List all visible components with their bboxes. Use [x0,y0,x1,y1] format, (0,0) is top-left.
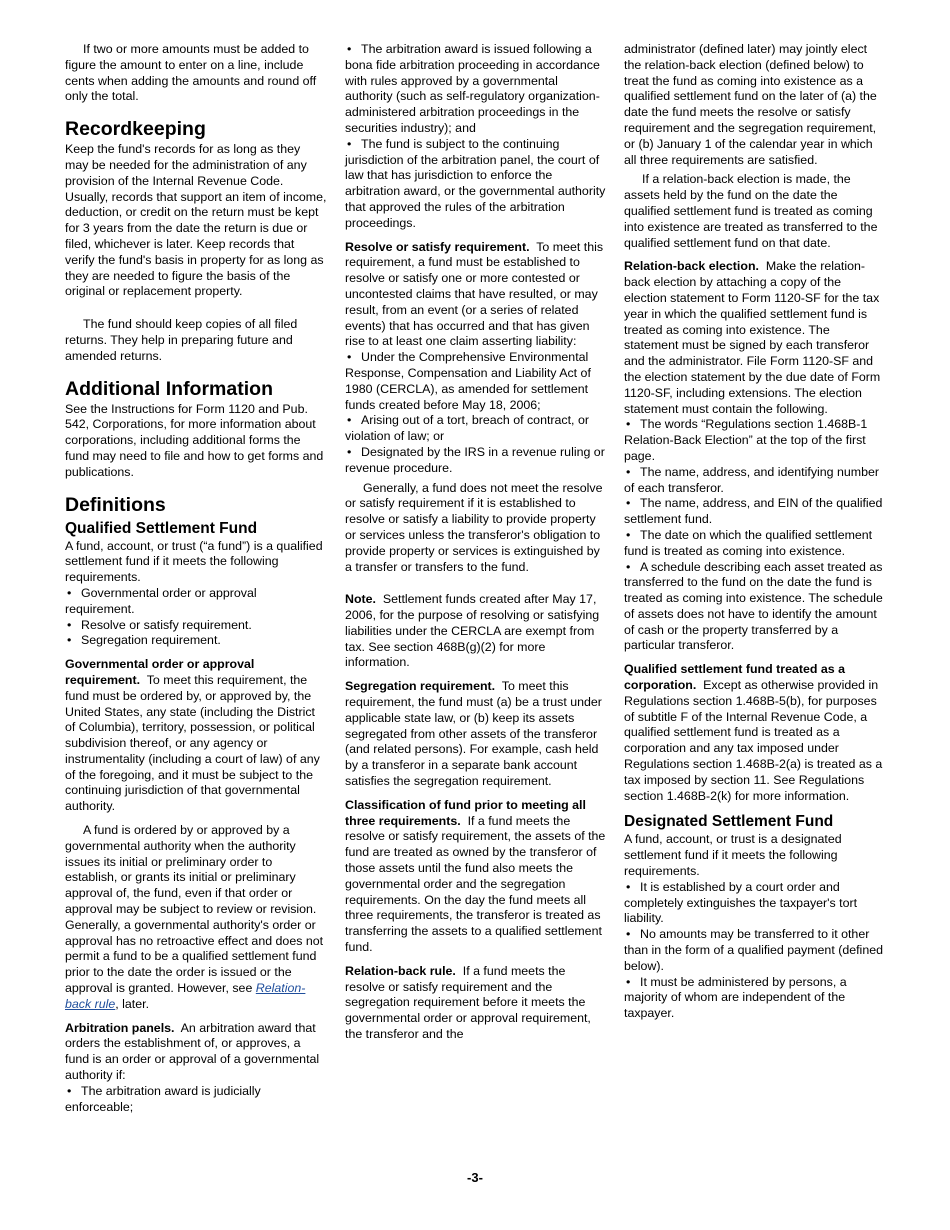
paragraph-qsf-intro: A fund, account, or trust (“a fund”) is a qualified settlement fund if it meets the following requirements. [65,538,323,585]
list-item: • The arbitration award is judicially enforceable; [65,1083,261,1114]
list-item: • Resolve or satisfy requirement. [67,617,252,632]
paragraph-resolve-satisfy: Resolve or satisfy requirement. To meet this requirement, a fund must be established to resolve or satisfy one or more contested or uncontested claims that have resulted, or may result, from an event (or a series of related events) that has occurred and that has given rise to at least one claim asserting liability: [345,239,604,349]
bullet-icon: • [67,617,72,632]
bullet-icon: • [347,42,352,56]
page-number: -3- [467,1170,483,1185]
requirements-list [65,586,327,649]
run-in-heading: Resolve or satisfy requirement. [345,239,530,254]
list-item: • Segregation requirement. [67,633,221,648]
list-item: • The arbitration award is issued following a bona fide arbitration proceeding in accordance with rules approved by a governmental authority (such as self-regulatory organization-administered arbitration proceedings in the securities industry); and [345,42,600,135]
bullet-icon: • [347,136,352,151]
bullet-icon: • [347,350,352,365]
bullet-icon: • [626,559,631,574]
bullet-icon: • [626,464,631,479]
list-item: • The name, address, and identifying number of each transferor. [624,464,880,495]
column-left [65,42,327,1115]
paragraph-classification: Classification of fund prior to meeting all three requirements. If a fund meets the resolve or satisfy requirement, the assets of the fund are treated as owned by the transferor of those assets until the fund also meets the governmental order and the segregation requirements. On the day the fund meets all three requirements, the transferor is treated as transferring the assets to a qualified settlement fund. [345,797,606,955]
election-statement-list [624,417,886,654]
bullet-icon: • [626,879,631,894]
paragraph-recordkeeping: Keep the fund's records for as long as they may be needed for the administration of any provision of the Internal Revenue Code. Usually, records that support an item of income, deduction, or credit on the return must be kept for 3 years from the date the return is due or filed, whichever is later. Keep records that verify the fund's basis in property for as long as they are needed to figure the basis of the original or replacement property. [65,142,327,299]
paragraph-arbitration-panels: Arbitration panels. An arbitration award that orders the establishment of, or approves, a fund is an order or approval of a governmental authority if: [65,1020,320,1083]
relation-back-rule-link[interactable]: Relation-back rule [65,981,306,1011]
bullet-icon: • [626,496,631,511]
heading-additional-information: Additional Information [65,377,273,400]
list-item: • The name, address, and EIN of the qualified settlement fund. [624,496,883,527]
list-item: • It must be administered by persons, a majority of whom are independent of the taxpayer. [624,974,847,1021]
paragraph-segregation: Segregation requirement. To meet this requirement, the fund must (a) be a trust under applicable state law, or (b) keep its assets segregated from other assets of the transferor (and related persons). For example, cash held by a transferor in a separate bank account satisfies the segregation requirement. [345,679,602,789]
arbitration-list [65,1084,327,1116]
column-middle [345,42,607,1043]
list-item: • It is established by a court order and completely extinguishes the taxpayer's tort liability. [624,879,858,926]
heading-qualified-settlement-fund: Qualified Settlement Fund [65,519,258,537]
bullet-icon: • [67,1083,72,1098]
list-item: • Arising out of a tort, breach of contract, or violation of law; or [345,413,589,444]
bullet-icon: • [626,974,631,989]
paragraph-dsf-intro: A fund, account, or trust is a designated settlement fund if it meets the following requirements. [624,832,842,879]
heading-definitions: Definitions [65,493,166,516]
list-item: • Under the Comprehensive Environmental Response, Compensation and Liability Act of 1980 (CERCLA), as amended for settlement funds created before May 18, 2006; [345,350,591,412]
run-in-heading: Qualified settlement fund treated as a corporation. [624,662,846,693]
paragraph-generally: Generally, a fund does not meet the resolve or satisfy requirement if it is established to resolve or satisfy a liability to provide property or services unless the transferor's obligation to provide property or services is extinguished by a transfer or transfers to the fund. [345,480,603,574]
paragraph-relation-back-rule: Relation-back rule. If a fund meets the resolve or satisfy requirement and the segregation requirement before it meets the governmental order or approval requirement, the transferor and the [345,963,591,1042]
run-in-heading: Arbitration panels. [65,1020,175,1035]
heading-designated-settlement-fund: Designated Settlement Fund [624,813,834,831]
arbitration-list-continued [345,42,607,232]
run-in-heading: Classification of fund prior to meeting all three requirements. [345,797,586,828]
paragraph-copies: The fund should keep copies of all filed returns. They help in preparing future and amended returns. [65,317,298,363]
list-item: • The date on which the qualified settlement fund is treated as coming into existence. [624,527,873,558]
list-item: • Governmental order or approval requirement. [65,585,257,616]
column-right [624,42,886,1022]
dsf-requirements-list [624,880,886,1022]
paragraph-relation-back-election: Relation-back election. Make the relation-back election by attaching a copy of the election statement to Form 1120-SF for the tax year in which the qualified settlement fund is treated as coming into existence. The statement must be signed by each transferor and the administrator. File Form 1120-SF and the election statement by the due date of Form 1120-SF, including extensions. The election statement must contain the following. [624,259,881,416]
paragraph-note: Note. Settlement funds created after May 17, 2006, for the purpose of resolving or satisfying liabilities under the CERCLA are exempt from tax. See section 468B(g)(2) for more information. [345,592,600,670]
bullet-icon: • [626,417,631,432]
paragraph-additional-information: See the Instructions for Form 1120 and Pub. 542, Corporations, for more information about corporations, including additional forms the fund may need to file and how to get forms and publications. [65,401,324,479]
list-item: • The words “Regulations section 1.468B-1 Relation-Back Election” at the top of the first page. [624,417,868,463]
list-item: • No amounts may be transferred to it other than in the form of a qualified payment (defined below). [624,927,883,973]
run-in-heading: Relation-back election. [624,259,759,274]
bullet-icon: • [347,413,352,428]
bullet-icon: • [626,527,631,542]
paragraph-relation-back-continued: administrator (defined later) may jointly elect the relation-back election (defined below) to treat the fund as coming into existence as a qualified settlement fund on the later of (a) the date the fund meets the resolve or satisfy requirement and the segregation requirement, or (b) January 1 of the calendar year in which all three requirements are satisfied. [624,42,877,167]
bullet-icon: • [67,633,72,648]
bullet-icon: • [67,585,72,600]
list-item: • Designated by the IRS in a revenue ruling or revenue procedure. [345,444,605,475]
heading-recordkeeping: Recordkeeping [65,118,206,141]
paragraph-if-relation-back: If a relation-back election is made, the assets held by the fund on the date the qualified settlement fund is treated as coming into existence are treated as transferred to the qualified settlement fund on that date. [624,172,878,250]
liability-list [345,350,607,476]
run-in-heading: Note. [345,592,376,607]
run-in-heading: Segregation requirement. [345,679,496,694]
bullet-icon: • [626,927,631,942]
paragraph-qsf-corporation: Qualified settlement fund treated as a corporation. Except as otherwise provided in Regulations section 1.468B-5(b), for purposes of subtitle F of the Internal Revenue Code, a qualified settlement fund is treated as a corporation and any tax imposed under Regulations section 1.468B-2(a) is treated as a tax imposed by section 11. See Regulations section 1.468B-2(k) for more information. [624,662,883,803]
run-in-heading: Governmental order or approval requirement. [65,657,255,687]
list-item: • The fund is subject to the continuing jurisdiction of the arbitration panel, the court of law that has jurisdiction to enforce the arbitration award, or the governmental authority that approved the rules of the arbitration proceedings. [345,136,606,230]
bullet-icon: • [347,444,352,459]
run-in-heading: Relation-back rule. [345,963,456,978]
paragraph-rounding: If two or more amounts must be added to figure the amount to enter on a line, include cents when adding the amounts and round off only the total. [65,42,317,104]
paragraph-ordered-by: A fund is ordered by or approved by a governmental authority when the authority issues its initial or preliminary order to establish, or grants its initial or preliminary approval of, the fund, even if that order or approval may be subject to review or revision. Generally, a governmental authority's order or approval has no retroactive effect and does not permit a fund to be a qualified settlement fund prior to the date the order is issued or the approval is granted. However, see Relation-back rule, later. [65,823,324,1011]
paragraph-governmental-order: Governmental order or approval requirement. To meet this requirement, the fund must be ordered by, or approved by, the United States, any state (including the District of Columbia), territory, possession, or political subdivision thereof, or any agency or instrumentality (including a court of law) of any of the foregoing, and it must be subject to the continuing jurisdiction of that governmental authority. [65,657,320,814]
list-item: • A schedule describing each asset treated as transferred to the fund on the date the fund is treated as coming into existence. The schedule of assets does not have to identify the amount of cash or the property transferred by a particular transferor. [624,559,883,653]
